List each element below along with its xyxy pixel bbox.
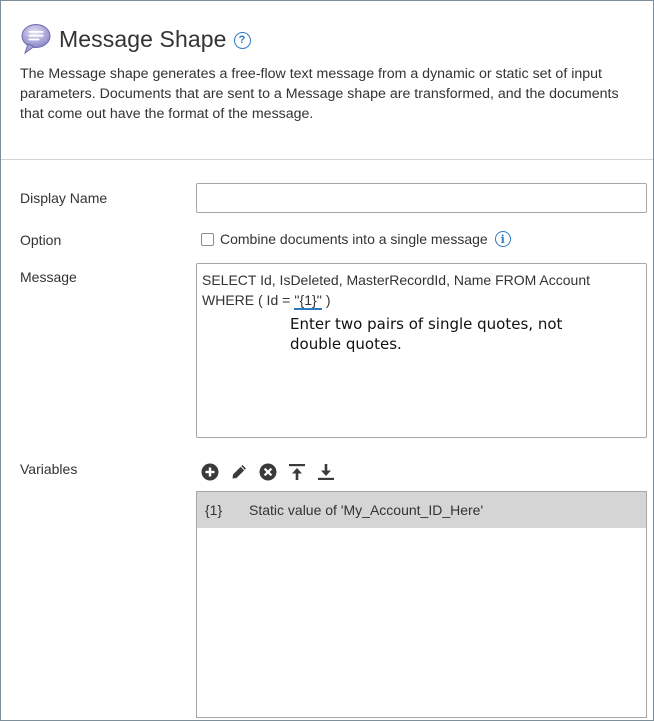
message-text [202, 270, 590, 310]
table-row[interactable] [197, 492, 646, 528]
message-line-suffix: ) [322, 292, 331, 308]
message-bubble-icon [19, 22, 53, 56]
remove-icon[interactable] [258, 462, 278, 482]
annotation-line: Enter two pairs of single quotes, not [290, 315, 563, 333]
info-icon[interactable]: i [495, 231, 511, 247]
variables-list[interactable] [196, 491, 647, 718]
combine-documents-label[interactable]: Combine documents into a single message [220, 231, 488, 247]
move-down-icon[interactable] [316, 462, 336, 482]
display-name-input[interactable] [196, 183, 647, 213]
variable-key: {1} [205, 502, 223, 518]
variable-value: Static value of 'My_Account_ID_Here' [249, 502, 484, 518]
move-up-icon[interactable] [287, 462, 307, 482]
combine-documents-checkbox[interactable] [201, 233, 214, 246]
message-line [202, 290, 590, 310]
message-label: Message [20, 269, 77, 285]
description-line: parameters. Documents that are sent to a Message shape are transformed, and the documents [20, 86, 619, 102]
description-line: The Message shape generates a free-flow text message from a dynamic or static set of input [20, 66, 602, 82]
description [20, 64, 652, 124]
header [19, 22, 251, 56]
divider [1, 159, 654, 160]
description-line: that come out have the format of the message. [20, 106, 314, 122]
message-line-prefix: WHERE ( Id = [202, 292, 295, 308]
variables-toolbar [200, 462, 345, 482]
quoted-variable: ''{1}'' [294, 292, 323, 308]
option-label: Option [20, 232, 62, 248]
message-line: SELECT Id, IsDeleted, MasterRecordId, Name FROM Account [202, 272, 591, 288]
annotation-note [290, 314, 590, 354]
display-name-label: Display Name [20, 190, 108, 206]
add-icon[interactable] [200, 462, 220, 482]
annotation-line: double quotes. [290, 335, 402, 353]
edit-icon[interactable] [229, 462, 249, 482]
variables-label: Variables [20, 461, 78, 477]
page-title: Message Shape [59, 25, 227, 52]
combine-documents-option [201, 231, 511, 247]
help-icon[interactable]: ? [234, 32, 251, 49]
message-textarea[interactable] [196, 263, 647, 438]
